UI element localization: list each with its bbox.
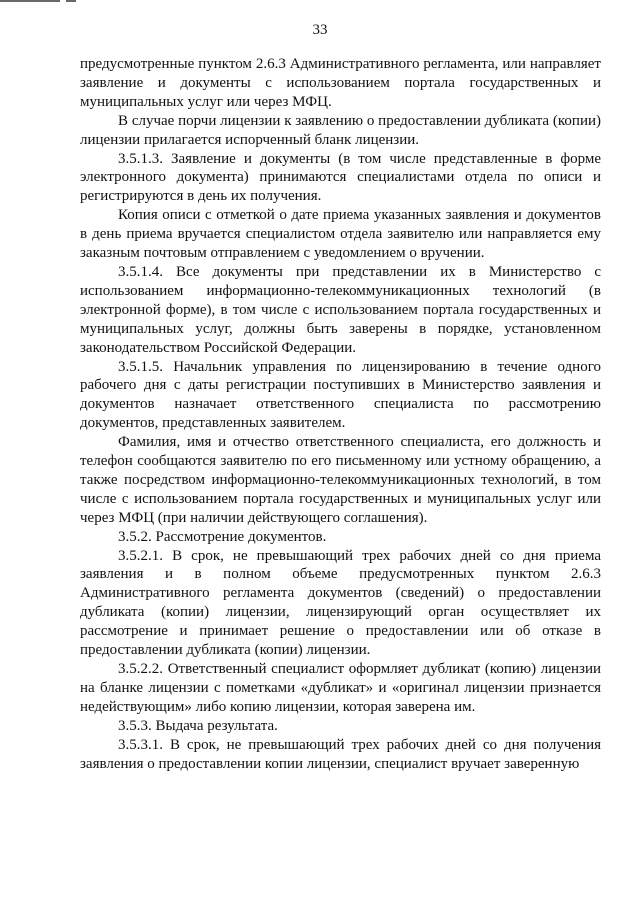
paragraph: Копия описи с отметкой о дате приема указанных заявления и документов в день приема вручается специалистом отдела заявителю или направляется ему заказным почтовым отправлением с уведомлением о вручении. [80,207,601,262]
paragraph: 3.5.1.5. Начальник управления по лицензированию в течение одного рабочего дня с даты регистрации поступивших в Министерство заявления и документов назначает ответственного специалиста по рассмотрению документов, представленных заявителем. [80,358,601,432]
paragraph: 3.5.1.4. Все документы при представлении их в Министерство с использованием информационно-телекоммуникационных технологий (в электронной форме), в том числе с использованием портала государственных и муниципальных услуг, должны быть заверены в порядке, установленном законодательством Российской Федерации. [80,263,601,356]
paragraph: Фамилия, имя и отчество ответственного специалиста, его должность и телефон сообщаются заявителю по его письменному или устному обращению, а также посредством информационно-телекоммуникационных технологий, в том числе с использованием портала государственных и муниципальных услуг или через МФЦ (при наличии действующего соглашения). [80,434,601,526]
paragraph: 3.5.3.1. В срок, не превышающий трех рабочих дней со дня получения заявления о предоставлении копии лицензии, специалист вручает заверенную [80,736,601,772]
document-body [80,55,601,773]
page-number: 33 [312,22,328,38]
header-rule [0,0,60,2]
paragraph: 3.5.2.2. Ответственный специалист оформляет дубликат (копию) лицензии на бланке лицензии с пометками «дубликат» и «оригинал лицензии признается недействующим» либо копию лицензии, которая заверена им. [80,661,601,715]
paragraph: 3.5.2.1. В срок, не превышающий трех рабочих дней со дня приема заявления и в полном объеме предусмотренных пунктом 2.6.3 Административного регламента документов (сведений) о предоставлении дубликата (копии) лицензии, лицензирующий орган осуществляет их рассмотрение и принимает решение о предоставлении или об отказе в предоставлении дубликата (копии) лицензии. [80,547,601,659]
paragraph: предусмотренные пунктом 2.6.3 Административного регламента, или направляет заявление и документы с использованием портала государственных и муниципальных услуг или через МФЦ. [80,56,601,110]
section-heading: 3.5.3. Выдача результата. [118,717,278,734]
section-heading: 3.5.2. Рассмотрение документов. [118,528,327,545]
paragraph: 3.5.1.3. Заявление и документы (в том числе представленные в форме электронного документа) принимаются специалистами отдела по описи и регистрируются в день их получения. [80,150,601,205]
paragraph: В случае порчи лицензии к заявлению о предоставлении дубликата (копии) лицензии прилагается испорченный бланк лицензии. [80,112,601,148]
header-rule-short [66,0,76,2]
